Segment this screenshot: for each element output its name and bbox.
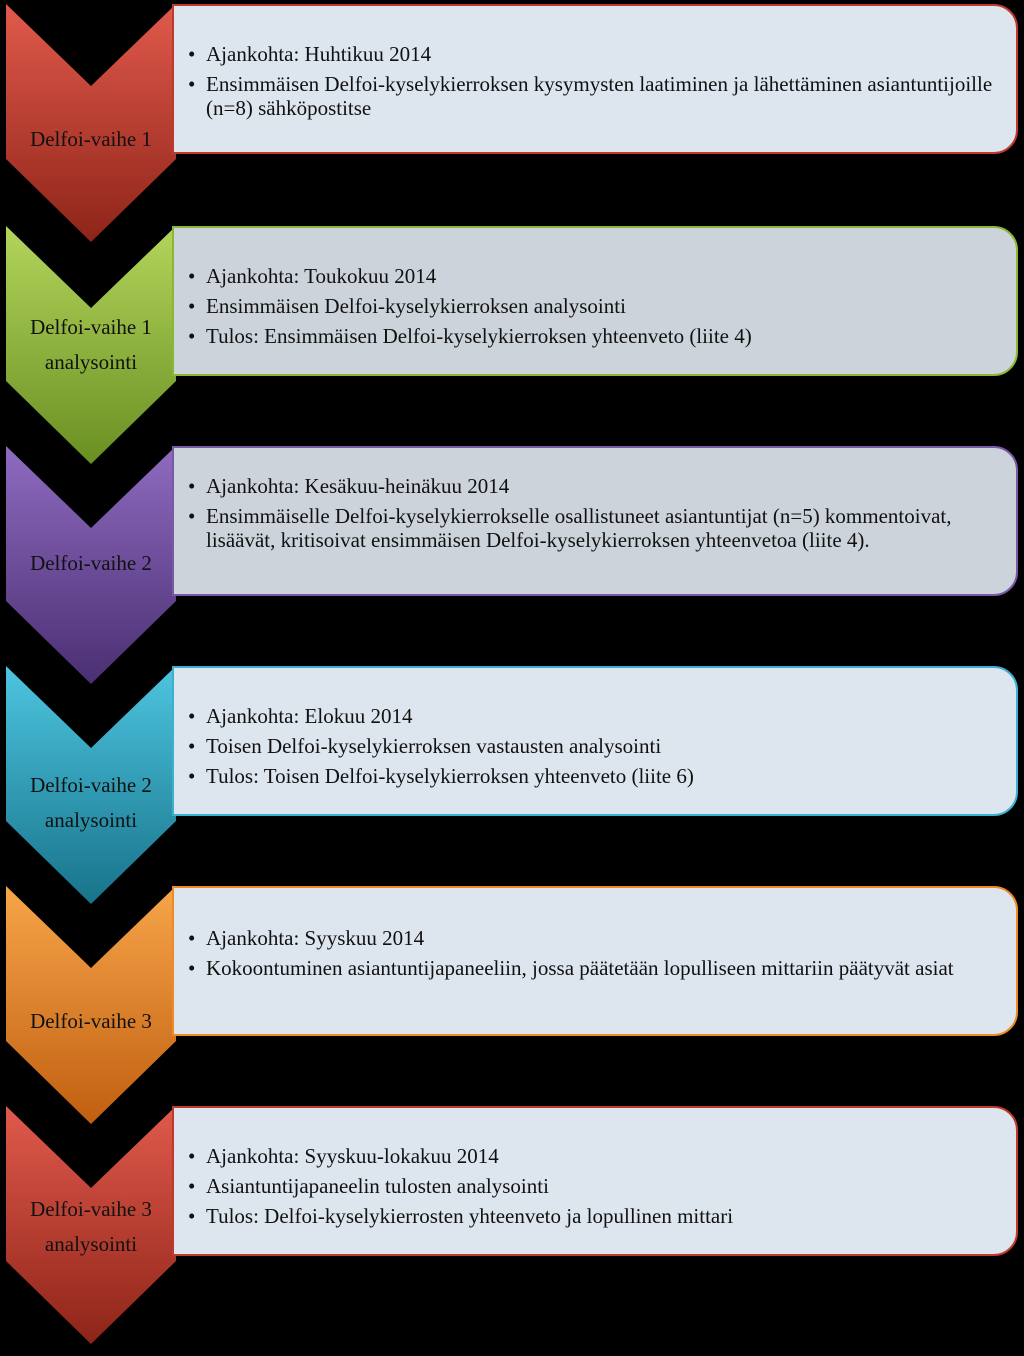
step-label-line: analysointi (44, 808, 138, 832)
step-label-line: Delfoi-vaihe 2 (30, 551, 152, 575)
step-label-line: Delfoi-vaihe 1 (30, 315, 152, 339)
step-content-box (172, 1106, 1018, 1256)
step-label-line: Delfoi-vaihe 2 (30, 773, 152, 797)
bullet-item: • Tulos: Ensimmäisen Delfoi-kyselykierroksen yhteenveto (liite 4) (186, 324, 1000, 348)
bullet-item: • Toisen Delfoi-kyselykierroksen vastausten analysointi (186, 734, 1000, 758)
bullet-item: • Kokoontuminen asiantuntijapaneeliin, jossa päätetään lopulliseen mittariin päätyvät asiat (186, 956, 1000, 980)
bullet-item: • Ajankohta: Huhtikuu 2014 (186, 42, 1000, 66)
bullet-item: • Asiantuntijapaneelin tulosten analysointi (186, 1174, 1000, 1198)
step-label-line: analysointi (44, 1232, 138, 1256)
bullet-item: • Ajankohta: Syyskuu 2014 (186, 926, 1000, 950)
step-label-line: Delfoi-vaihe 1 (30, 127, 152, 151)
step-label (6, 310, 176, 380)
bullet-item: • Ensimmäisen Delfoi-kyselykierroksen kysymysten laatiminen ja lähettäminen asiantuntijoille (n=8) sähköpostitse (186, 72, 1000, 120)
step-label (6, 546, 176, 581)
step-label (6, 768, 176, 838)
step-content-box (172, 446, 1018, 596)
step-label-line: analysointi (44, 350, 138, 374)
step-label (6, 1192, 176, 1262)
bullet-item: • Ajankohta: Kesäkuu-heinäkuu 2014 (186, 474, 1000, 498)
step-content-box (172, 666, 1018, 816)
step-label (6, 122, 176, 157)
step-content-box (172, 226, 1018, 376)
bullet-item: • Ensimmäiselle Delfoi-kyselykierrokselle osallistuneet asiantuntijat (n=5) kommentoivat, lisäävät, kritisoivat ensimmäisen Delfoi-kyselykierroksen yhteenvetoa (liite 4). (186, 504, 1000, 552)
bullet-item: • Ajankohta: Elokuu 2014 (186, 704, 1000, 728)
step-content-box (172, 886, 1018, 1036)
bullet-item: • Tulos: Toisen Delfoi-kyselykierroksen yhteenveto (liite 6) (186, 764, 1000, 788)
step-label-line: Delfoi-vaihe 3 (30, 1197, 152, 1221)
bullet-item: • Tulos: Delfoi-kyselykierrosten yhteenveto ja lopullinen mittari (186, 1204, 1000, 1228)
step-label-line: Delfoi-vaihe 3 (30, 1009, 152, 1033)
bullet-item: • Ensimmäisen Delfoi-kyselykierroksen analysointi (186, 294, 1000, 318)
step-content-box (172, 4, 1018, 154)
bullet-item: • Ajankohta: Toukokuu 2014 (186, 264, 1000, 288)
step-label (6, 1004, 176, 1039)
bullet-item: • Ajankohta: Syyskuu-lokakuu 2014 (186, 1144, 1000, 1168)
